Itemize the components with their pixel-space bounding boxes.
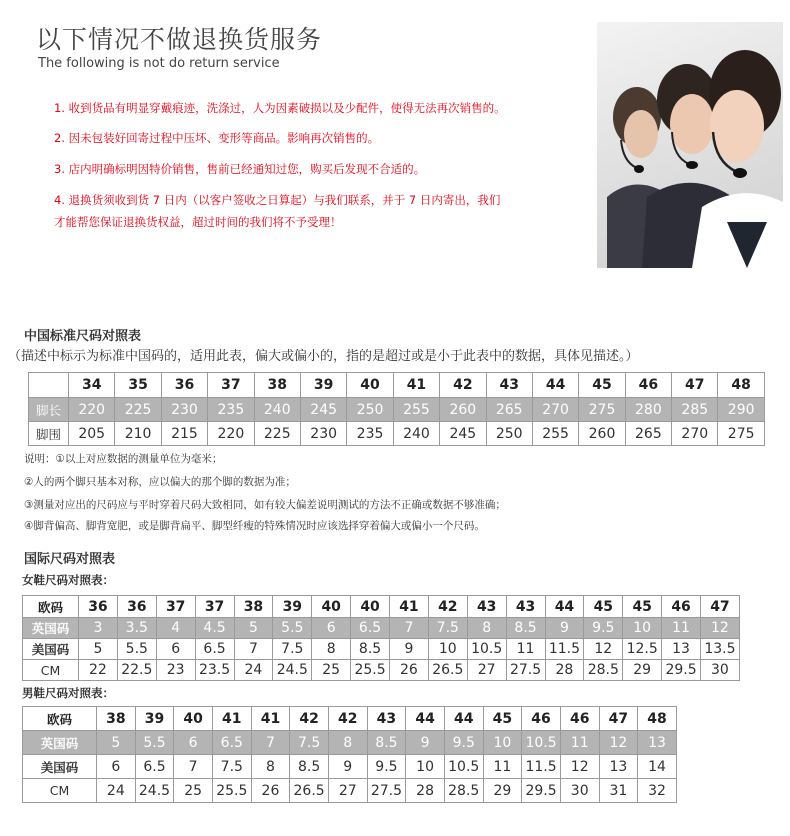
cn-value-cell: 260	[440, 398, 486, 422]
women-value-cell: 22	[79, 660, 118, 681]
cn-row-label: 脚长	[29, 398, 69, 422]
men-value-cell: 10.5	[522, 731, 561, 755]
cn-value-cell: 245	[300, 398, 346, 422]
women-value-cell: 11	[506, 639, 545, 660]
men-chart-title: 男鞋尺码对照表：	[22, 686, 114, 700]
women-value-cell: 4.5	[195, 618, 234, 639]
women-size-header: 45	[623, 596, 662, 618]
cn-size-header: 37	[208, 373, 254, 398]
cn-value-cell: 275	[718, 422, 764, 446]
men-value-cell: 8	[251, 755, 290, 779]
women-cm-row	[23, 660, 740, 681]
men-value-cell: 6.5	[135, 755, 174, 779]
cn-value-cell: 235	[208, 398, 254, 422]
women-value-cell: 8.5	[351, 639, 390, 660]
women-value-cell: 29	[623, 660, 662, 681]
men-value-cell: 6.5	[212, 731, 251, 755]
women-row-label: CM	[23, 660, 79, 681]
women-value-cell: 4	[156, 618, 195, 639]
women-header-label: 欧码	[23, 596, 79, 618]
women-value-cell: 7	[234, 639, 273, 660]
men-value-cell: 32	[638, 779, 677, 803]
women-value-cell: 13	[662, 639, 701, 660]
men-value-cell: 26	[251, 779, 290, 803]
women-value-cell: 7	[390, 618, 429, 639]
cn-value-cell: 215	[161, 422, 207, 446]
cn-size-header: 45	[579, 373, 625, 398]
women-value-cell: 12	[701, 618, 740, 639]
cn-value-cell: 250	[486, 422, 532, 446]
women-value-cell: 5.5	[117, 639, 156, 660]
women-value-cell: 26	[390, 660, 429, 681]
women-value-cell: 28	[545, 660, 584, 681]
women-chart-title: 女鞋尺码对照表：	[22, 573, 114, 587]
cn-note-3: ③测量对应出的尺码应与平时穿着尺码大致相同，如有较大偏差说明测试的方法不正确或数据不够准确；	[24, 499, 506, 511]
cn-size-header: 43	[486, 373, 532, 398]
intl-chart-title: 国际尺码对照表	[24, 552, 116, 567]
women-uk-row	[23, 618, 740, 639]
cn-value-cell: 270	[532, 398, 578, 422]
women-value-cell: 11	[662, 618, 701, 639]
women-value-cell: 26.5	[428, 660, 467, 681]
women-size-header: 43	[506, 596, 545, 618]
cn-value-cell: 225	[254, 422, 300, 446]
cn-value-cell: 230	[161, 398, 207, 422]
men-value-cell: 8.5	[367, 731, 406, 755]
men-value-cell: 28	[406, 779, 445, 803]
men-eu-row	[23, 707, 677, 731]
men-value-cell: 30	[560, 779, 599, 803]
cn-value-cell: 245	[440, 422, 486, 446]
cn-chart-description: （描述中标示为标准中国码的，适用此表，偏大或偏小的，指的是超过或是小于此表中的数据，具体见描述。）	[8, 349, 639, 364]
women-value-cell: 30	[701, 660, 740, 681]
cn-value-cell: 220	[69, 398, 115, 422]
men-value-cell: 5	[97, 731, 136, 755]
cn-size-header-row	[29, 373, 765, 398]
women-size-table	[22, 595, 740, 681]
cn-value-cell: 205	[69, 422, 115, 446]
men-value-cell: 7.5	[290, 731, 329, 755]
cn-size-header: 48	[718, 373, 764, 398]
cn-value-cell: 225	[115, 398, 161, 422]
men-size-header: 42	[328, 707, 367, 731]
cn-value-cell: 220	[208, 422, 254, 446]
women-value-cell: 9.5	[584, 618, 623, 639]
cn-value-cell: 265	[625, 422, 671, 446]
men-value-cell: 12	[599, 731, 638, 755]
cn-value-cell: 250	[347, 398, 393, 422]
women-value-cell: 10	[623, 618, 662, 639]
men-size-header: 45	[483, 707, 522, 731]
cn-size-header: 46	[625, 373, 671, 398]
men-value-cell: 5.5	[135, 731, 174, 755]
men-value-cell: 27.5	[367, 779, 406, 803]
customer-service-agents-illustration	[597, 22, 783, 268]
women-value-cell: 3.5	[117, 618, 156, 639]
men-value-cell: 9.5	[367, 755, 406, 779]
men-size-table	[22, 706, 677, 803]
women-size-header: 47	[701, 596, 740, 618]
men-size-header: 41	[212, 707, 251, 731]
cn-foot-length-row	[29, 398, 765, 422]
women-value-cell: 22.5	[117, 660, 156, 681]
women-value-cell: 24.5	[273, 660, 312, 681]
men-header-label: 欧码	[23, 707, 97, 731]
men-size-header: 46	[560, 707, 599, 731]
cn-value-cell: 235	[347, 422, 393, 446]
women-value-cell: 6	[312, 618, 351, 639]
women-eu-row	[23, 596, 740, 618]
men-cm-row	[23, 779, 677, 803]
men-value-cell: 9.5	[444, 731, 483, 755]
cn-value-cell: 240	[254, 398, 300, 422]
women-size-header: 39	[273, 596, 312, 618]
men-size-header: 39	[135, 707, 174, 731]
men-value-cell: 27	[328, 779, 367, 803]
men-value-cell: 6	[174, 731, 213, 755]
men-value-cell: 13	[638, 731, 677, 755]
cn-foot-girth-row	[29, 422, 765, 446]
women-value-cell: 11.5	[545, 639, 584, 660]
men-value-cell: 9	[406, 731, 445, 755]
men-size-header: 46	[522, 707, 561, 731]
policy-title: 以下情况不做退换货服务	[36, 25, 323, 54]
men-value-cell: 11	[560, 731, 599, 755]
women-row-label: 英国码	[23, 618, 79, 639]
men-size-header: 44	[444, 707, 483, 731]
women-value-cell: 8	[312, 639, 351, 660]
men-value-cell: 25	[174, 779, 213, 803]
men-value-cell: 28.5	[444, 779, 483, 803]
women-size-header: 37	[195, 596, 234, 618]
women-size-header: 45	[584, 596, 623, 618]
men-size-header: 44	[406, 707, 445, 731]
men-row-label: 美国码	[23, 755, 97, 779]
men-size-header: 41	[251, 707, 290, 731]
women-value-cell: 5	[234, 618, 273, 639]
men-value-cell: 11.5	[522, 755, 561, 779]
cn-value-cell: 210	[115, 422, 161, 446]
women-value-cell: 7.5	[428, 618, 467, 639]
men-row-label: 英国码	[23, 731, 97, 755]
women-row-label: 美国码	[23, 639, 79, 660]
women-value-cell: 27	[467, 660, 506, 681]
cn-size-header: 35	[115, 373, 161, 398]
men-uk-row	[23, 731, 677, 755]
cn-note-1: 说明：①以上对应数据的测量单位为毫米；	[24, 453, 223, 465]
men-value-cell: 9	[328, 755, 367, 779]
men-value-cell: 8	[328, 731, 367, 755]
women-value-cell: 12	[584, 639, 623, 660]
women-size-header: 40	[351, 596, 390, 618]
cn-size-header: 47	[672, 373, 718, 398]
cn-value-cell: 265	[486, 398, 532, 422]
cn-value-cell: 285	[672, 398, 718, 422]
men-size-header: 48	[638, 707, 677, 731]
cn-size-header: 38	[254, 373, 300, 398]
policy-rule-3: 3. 店内明确标明因特价销售，售前已经通知过您，购买后发现不合适的。	[54, 162, 426, 176]
women-value-cell: 27.5	[506, 660, 545, 681]
women-value-cell: 12.5	[623, 639, 662, 660]
policy-rule-1: 1. 收到货品有明显穿戴痕迹，洗涤过，人为因素破损以及少配件，使得无法再次销售的。	[54, 101, 506, 115]
women-size-header: 41	[390, 596, 429, 618]
men-value-cell: 7.5	[212, 755, 251, 779]
women-size-header: 36	[79, 596, 118, 618]
policy-subtitle: The following is not do return service	[38, 56, 280, 71]
cn-chart-title: 中国标准尺码对照表	[24, 329, 142, 344]
women-value-cell: 25	[312, 660, 351, 681]
women-value-cell: 6.5	[351, 618, 390, 639]
men-value-cell: 24.5	[135, 779, 174, 803]
men-size-header: 42	[290, 707, 329, 731]
women-us-row	[23, 639, 740, 660]
cn-value-cell: 230	[300, 422, 346, 446]
women-value-cell: 9	[545, 618, 584, 639]
women-size-header: 37	[156, 596, 195, 618]
cn-note-2: ②人的两个脚只基本对称，应以偏大的那个脚的数据为准；	[24, 476, 296, 488]
cn-size-header: 44	[532, 373, 578, 398]
men-value-cell: 12	[560, 755, 599, 779]
cn-value-cell: 280	[625, 398, 671, 422]
cn-size-table	[28, 372, 765, 446]
cn-value-cell: 275	[579, 398, 625, 422]
women-value-cell: 6.5	[195, 639, 234, 660]
women-value-cell: 25.5	[351, 660, 390, 681]
women-size-header: 40	[312, 596, 351, 618]
cn-size-header: 42	[440, 373, 486, 398]
policy-rule-4: 4. 退换货须收到货 7 日内（以客户签收之日算起）与我们联系，并于 7 日内寄出，我们	[54, 193, 501, 207]
cn-row-label: 脚围	[29, 422, 69, 446]
cn-header-corner	[29, 373, 69, 398]
men-row-label: CM	[23, 779, 97, 803]
cn-size-header: 36	[161, 373, 207, 398]
men-value-cell: 26.5	[290, 779, 329, 803]
men-value-cell: 10	[406, 755, 445, 779]
women-value-cell: 29.5	[662, 660, 701, 681]
cn-size-header: 41	[393, 373, 439, 398]
women-size-header: 44	[545, 596, 584, 618]
women-value-cell: 6	[156, 639, 195, 660]
cn-value-cell: 290	[718, 398, 764, 422]
men-size-header: 40	[174, 707, 213, 731]
women-value-cell: 24	[234, 660, 273, 681]
women-value-cell: 5.5	[273, 618, 312, 639]
men-size-header: 47	[599, 707, 638, 731]
men-value-cell: 29	[483, 779, 522, 803]
cn-value-cell: 260	[579, 422, 625, 446]
women-size-header: 38	[234, 596, 273, 618]
cn-value-cell: 270	[672, 422, 718, 446]
men-value-cell: 14	[638, 755, 677, 779]
men-size-header: 38	[97, 707, 136, 731]
cn-size-header: 40	[347, 373, 393, 398]
women-value-cell: 23.5	[195, 660, 234, 681]
cn-value-cell: 255	[393, 398, 439, 422]
policy-rule-2: 2. 因未包装好回寄过程中压坏、变形等商品。影响再次销售的。	[54, 131, 380, 145]
women-size-header: 36	[117, 596, 156, 618]
cn-size-header: 34	[69, 373, 115, 398]
women-value-cell: 8.5	[506, 618, 545, 639]
men-value-cell: 10.5	[444, 755, 483, 779]
men-value-cell: 13	[599, 755, 638, 779]
women-value-cell: 3	[79, 618, 118, 639]
policy-rule-4-continued: 才能帮您保证退换货权益，超过时间的我们将不予受理！	[54, 215, 342, 229]
women-value-cell: 23	[156, 660, 195, 681]
men-size-header: 43	[367, 707, 406, 731]
men-value-cell: 11	[483, 755, 522, 779]
men-value-cell: 6	[97, 755, 136, 779]
men-us-row	[23, 755, 677, 779]
women-value-cell: 8	[467, 618, 506, 639]
cn-note-4: ④脚背偏高、脚背宽肥，或是脚背扁平、脚型纤瘦的特殊情况时应该选择穿着偏大或偏小一个尺码。	[24, 520, 485, 532]
women-size-header: 42	[428, 596, 467, 618]
women-value-cell: 13.5	[701, 639, 740, 660]
women-value-cell: 9	[390, 639, 429, 660]
men-value-cell: 31	[599, 779, 638, 803]
women-value-cell: 7.5	[273, 639, 312, 660]
men-value-cell: 8.5	[290, 755, 329, 779]
men-value-cell: 7	[251, 731, 290, 755]
cn-value-cell: 255	[532, 422, 578, 446]
men-value-cell: 25.5	[212, 779, 251, 803]
men-value-cell: 29.5	[522, 779, 561, 803]
cn-size-header: 39	[300, 373, 346, 398]
customer-service-photo	[597, 22, 783, 268]
women-size-header: 43	[467, 596, 506, 618]
women-value-cell: 5	[79, 639, 118, 660]
women-value-cell: 10.5	[467, 639, 506, 660]
women-value-cell: 28.5	[584, 660, 623, 681]
men-value-cell: 7	[174, 755, 213, 779]
women-value-cell: 10	[428, 639, 467, 660]
cn-value-cell: 240	[393, 422, 439, 446]
men-value-cell: 24	[97, 779, 136, 803]
women-size-header: 46	[662, 596, 701, 618]
men-value-cell: 10	[483, 731, 522, 755]
